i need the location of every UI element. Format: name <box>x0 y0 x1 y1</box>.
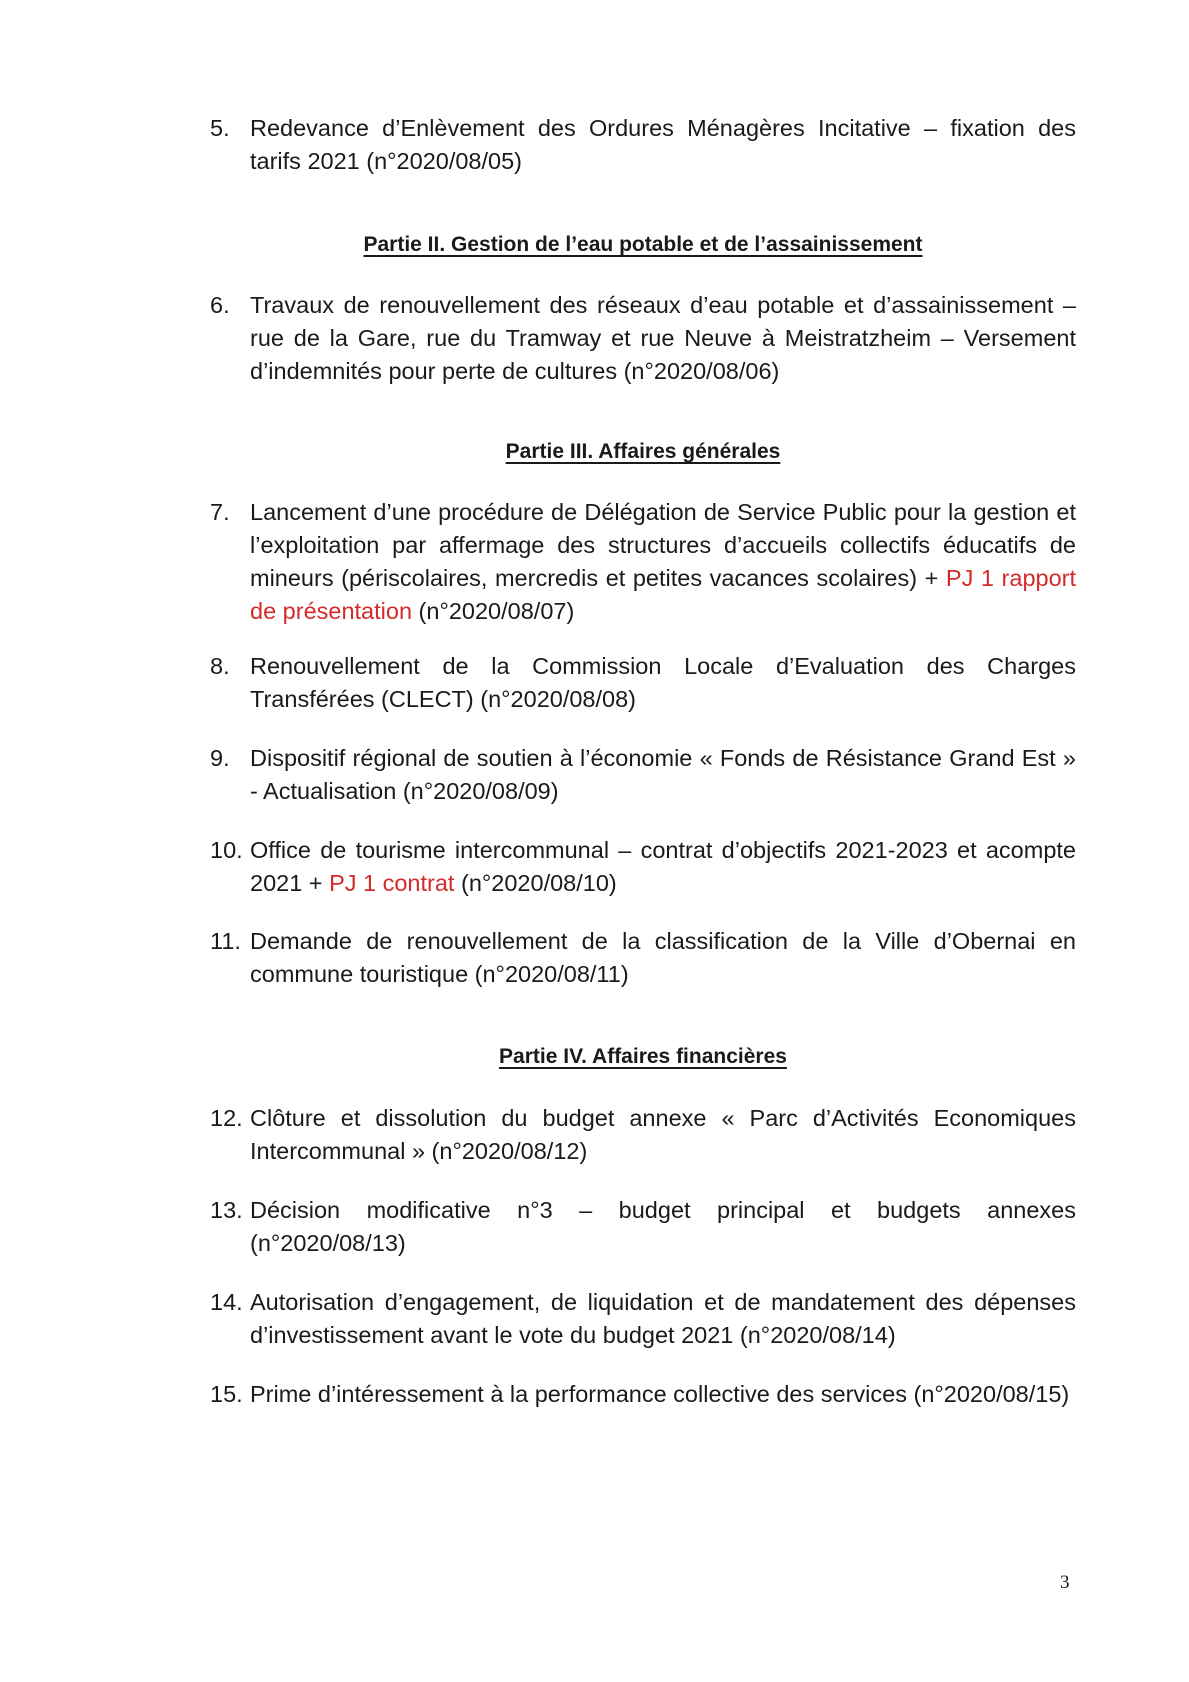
agenda-item <box>210 742 1076 808</box>
section-heading-part-2: Partie II. Gestion de l’eau potable et de l’assainissement <box>363 233 923 256</box>
attachment-link[interactable]: PJ 1 rapport de présentation <box>250 565 1077 624</box>
item-text: Office de tourisme intercommunal – contrat d’objectifs 2021-2023 et acompte 2021 + PJ 1 contrat (n°2020/08/10) <box>250 837 1076 896</box>
agenda-item <box>210 112 1076 178</box>
item-text: Redevance d’Enlèvement des Ordures Ménagères Incitative – fixation des tarifs 2021 (n°2020/08/05) <box>250 115 1076 174</box>
item-number: 7. <box>210 499 230 525</box>
item-text: Lancement d’une procédure de Délégation de Service Public pour la gestion et l’exploitation par affermage des structures d’accueils collectifs éducatifs de mineurs (périscolaires, mercredis et petites vacances scolaires) + PJ 1 rapport de présentation (n°2020/08/07) <box>250 499 1077 624</box>
item-text: Demande de renouvellement de la classification de la Ville d’Obernai en commune touristique (n°2020/08/11) <box>250 928 1076 987</box>
item-number: 8. <box>210 653 230 679</box>
section-heading-part-3: Partie III. Affaires générales <box>505 440 781 463</box>
item-number: 15. <box>210 1381 243 1407</box>
agenda-item <box>210 1194 1076 1260</box>
item-text: Dispositif régional de soutien à l’économie « Fonds de Résistance Grand Est » - Actualisation (n°2020/08/09) <box>250 745 1076 804</box>
agenda-item <box>210 1102 1076 1168</box>
attachment-link[interactable]: PJ 1 contrat <box>329 870 455 896</box>
agenda-item <box>210 925 1076 991</box>
item-number: 10. <box>210 837 243 863</box>
item-number: 6. <box>210 292 230 318</box>
agenda-item <box>210 289 1076 388</box>
item-number: 5. <box>210 115 230 141</box>
item-text: Autorisation d’engagement, de liquidation et de mandatement des dépenses d’investissement avant le vote du budget 2021 (n°2020/08/14) <box>250 1289 1076 1348</box>
item-number: 13. <box>210 1197 243 1223</box>
item-text: Travaux de renouvellement des réseaux d’eau potable et d’assainissement – rue de la Gare, rue du Tramway et rue Neuve à Meistratzheim – Versement d’indemnités pour perte de cultures (n°2020/08/06) <box>250 292 1076 384</box>
section-heading-part-4: Partie IV. Affaires financières <box>499 1045 787 1068</box>
agenda-item <box>210 496 1076 628</box>
item-number: 9. <box>210 745 230 771</box>
agenda-item <box>210 834 1076 900</box>
item-number: 14. <box>210 1289 243 1315</box>
agenda-item <box>210 650 1076 716</box>
item-text: Décision modificative n°3 – budget principal et budgets annexes (n°2020/08/13) <box>250 1197 1076 1256</box>
item-number: 11. <box>210 928 241 954</box>
page-number: 3 <box>1060 1572 1070 1593</box>
item-number: 12. <box>210 1105 243 1131</box>
agenda-item <box>210 1378 1076 1411</box>
item-text: Clôture et dissolution du budget annexe « Parc d’Activités Economiques Intercommunal » (n°2020/08/12) <box>250 1105 1076 1164</box>
agenda-item <box>210 1286 1076 1352</box>
item-text: Prime d’intéressement à la performance collective des services (n°2020/08/15) <box>250 1381 1070 1407</box>
item-text: Renouvellement de la Commission Locale d’Evaluation des Charges Transférées (CLECT) (n°2020/08/08) <box>250 653 1076 712</box>
